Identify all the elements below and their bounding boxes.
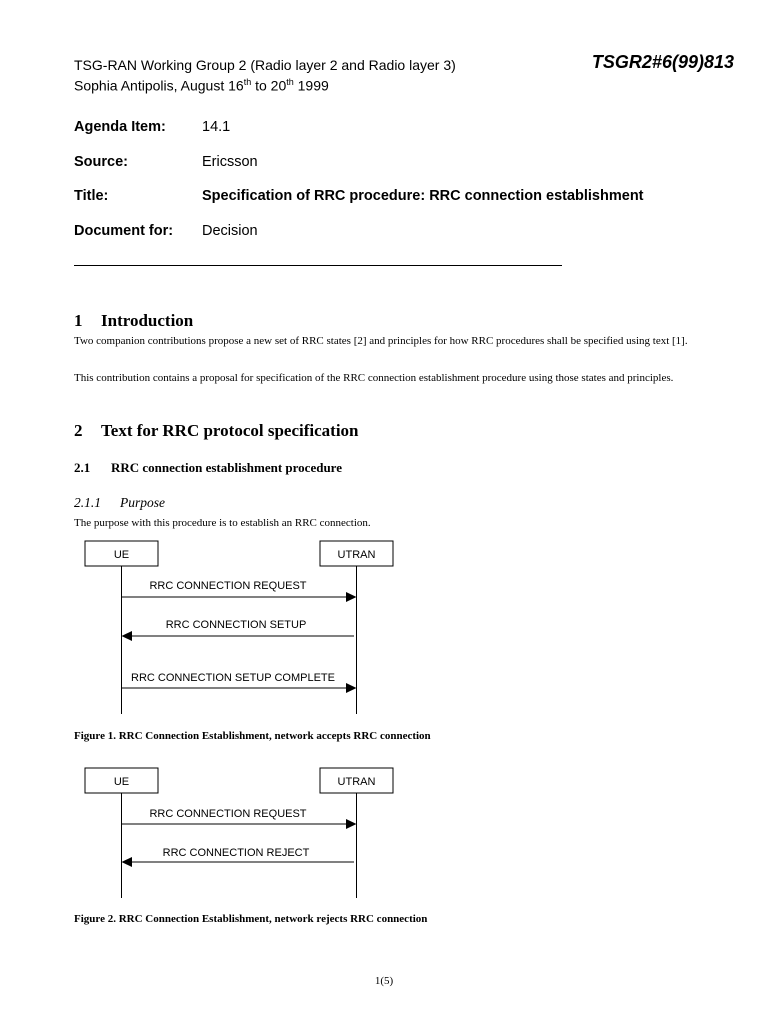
figure-2-utran-label: UTRAN xyxy=(337,776,376,788)
figure-1-msg-1-label: RRC CONNECTION REQUEST xyxy=(149,580,307,592)
figure-2-ue-label: UE xyxy=(113,776,130,788)
figure-1-msg-2-label: RRC CONNECTION SETUP xyxy=(165,619,307,631)
location-prefix: Sophia Antipolis, August 16 xyxy=(74,77,244,94)
section-1-title: Introduction xyxy=(101,311,194,330)
figure-2-msg-2-label: RRC CONNECTION REJECT xyxy=(162,847,310,859)
section-2-number: 2 xyxy=(74,421,83,440)
title-value: Specification of RRC procedure: RRC connection establishment xyxy=(202,188,644,204)
location-sup1: th xyxy=(243,77,252,87)
agenda-item-value: 14.1 xyxy=(202,119,231,135)
intro-paragraph-1: Two companion contributions propose a new set of RRC states [2] and principles for how RRC procedures shall be specified using text [1]. xyxy=(74,335,688,347)
figure-1-ue-label: UE xyxy=(113,549,130,561)
page-number: 1(5) xyxy=(374,975,394,987)
figure-1-msg-2-arrowhead xyxy=(122,631,133,641)
figure-2-msg-2-arrowhead xyxy=(122,857,133,867)
purpose-paragraph: The purpose with this procedure is to establish an RRC connection. xyxy=(74,517,371,529)
document-id: TSGR2#6(99)813 xyxy=(591,52,734,72)
intro-paragraph-2: This contribution contains a proposal for specification of the RRC connection establishment procedure using those states and principles. xyxy=(74,372,674,384)
figure-1-utran-label: UTRAN xyxy=(337,549,376,561)
source-value: Ericsson xyxy=(202,154,258,170)
document-for-label: Document for: xyxy=(74,223,174,239)
source-label: Source: xyxy=(74,154,128,170)
section-2-title: Text for RRC protocol specification xyxy=(101,421,359,440)
section-2-1-1-title: Purpose xyxy=(120,495,165,510)
section-2-1-number: 2.1 xyxy=(74,460,91,475)
document-for-value: Decision xyxy=(202,223,258,239)
location-mid: to 20 xyxy=(251,77,287,94)
section-2-1-title: RRC connection establishment procedure xyxy=(111,460,342,475)
figure-2-msg-1-label: RRC CONNECTION REQUEST xyxy=(149,808,307,820)
section-1-number: 1 xyxy=(74,311,83,330)
figure-2-msg-1-arrowhead xyxy=(346,819,357,829)
agenda-item-label: Agenda Item: xyxy=(74,119,166,135)
header-group: TSG-RAN Working Group 2 (Radio layer 2 and Radio layer 3) xyxy=(74,57,456,73)
location-suffix: 1999 xyxy=(293,77,329,94)
title-label: Title: xyxy=(74,188,109,204)
figure-1-msg-3-label: RRC CONNECTION SETUP COMPLETE xyxy=(131,672,335,684)
figure-1-msg-3-arrowhead xyxy=(346,683,357,693)
section-2-1-1-number: 2.1.1 xyxy=(74,495,101,510)
figure-1-caption: Figure 1. RRC Connection Establishment, network accepts RRC connection xyxy=(74,730,431,742)
location-sup2: th xyxy=(286,77,294,87)
figure-2-caption: Figure 2. RRC Connection Establishment, network rejects RRC connection xyxy=(74,913,428,925)
figure-1-msg-1-arrowhead xyxy=(346,592,357,602)
